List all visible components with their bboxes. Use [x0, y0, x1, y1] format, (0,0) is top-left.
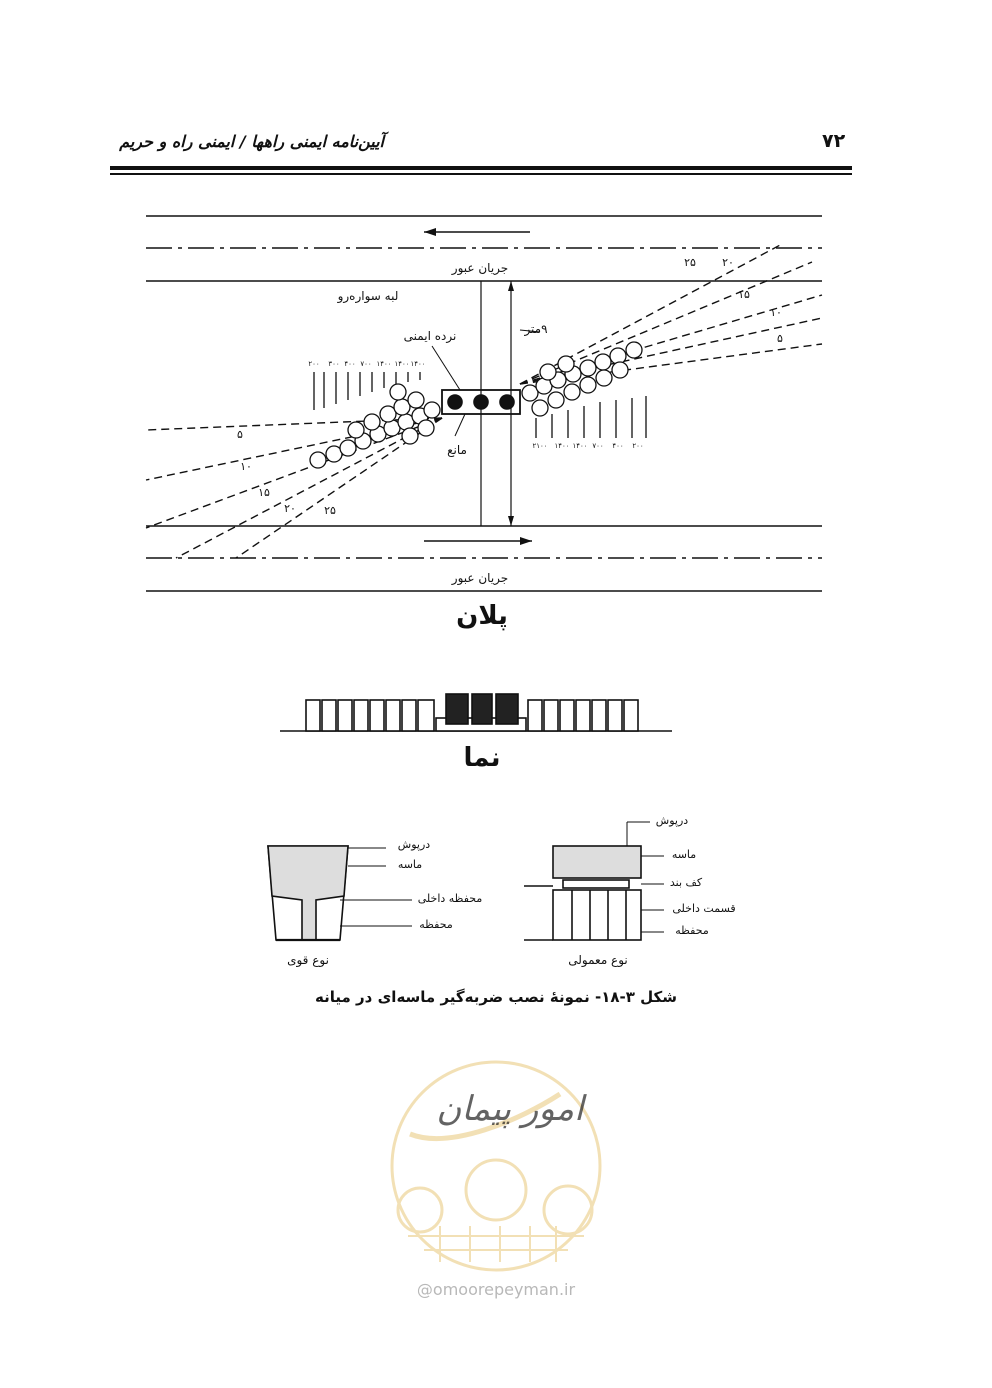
- weight-label: ۱۴۰۰: [410, 360, 426, 368]
- watermark-logo-text: امور پیمان: [436, 1089, 584, 1129]
- weight-label: ۴۰۰: [344, 360, 356, 368]
- normal-label-cap: درپوش: [655, 814, 689, 827]
- watermark-url: @omoorepeyman.ir: [416, 1280, 576, 1299]
- angle-label: ۱۰: [240, 460, 252, 473]
- strong-type-name: نوع قوی: [287, 953, 329, 967]
- weight-label: ۲۱۰۰: [532, 442, 548, 450]
- normal-type-section: [524, 822, 664, 940]
- angle-label: ۱۰: [770, 306, 782, 319]
- normal-label-inner: قسمت داخلی: [672, 902, 736, 915]
- angle-label: ۲۵: [324, 504, 336, 517]
- angle-label: ۵: [777, 332, 783, 345]
- angle-label: ۲۵: [684, 256, 696, 269]
- angle-label: ۵: [237, 428, 243, 441]
- strong-label-case: محفظه: [419, 918, 453, 931]
- normal-label-sand: ماسه: [671, 848, 697, 861]
- strong-type-section: [268, 846, 412, 940]
- traffic-flow-top-label: جریان عبور: [451, 261, 509, 275]
- weight-label: ۷۰۰: [592, 442, 604, 450]
- figure-caption: شکل ۳-۱۸- نمونهٔ نصب ضربه‌گیر ماسه‌ای در میانه: [315, 988, 677, 1006]
- angle-label: ۲۰: [722, 256, 734, 269]
- weight-label: ۲۰۰: [308, 360, 320, 368]
- strong-label-cap: درپوش: [397, 838, 431, 851]
- weight-label: ۴۰۰: [612, 442, 624, 450]
- angle-label: ۲۰: [284, 502, 296, 515]
- distance-label: ۹متر: [524, 322, 548, 336]
- weight-label: ۳۰۰: [328, 360, 340, 368]
- weight-label: ۱۴۰۰: [554, 442, 570, 450]
- elevation-title: نما: [463, 743, 501, 773]
- weight-label: ۱۴۰۰: [394, 360, 410, 368]
- obstacle-label: مانع: [447, 443, 467, 457]
- plan-title: پلان: [456, 601, 508, 631]
- elevation-diagram: [280, 694, 672, 731]
- normal-label-case: محفظه: [675, 924, 709, 937]
- normal-label-floor: کف بند: [669, 876, 703, 889]
- page-number: ۷۲: [822, 130, 846, 152]
- weight-label: ۷۰۰: [360, 360, 372, 368]
- safety-rail-label: نرده ایمنی: [403, 329, 457, 343]
- strong-label-inner: محفظه داخلی: [417, 892, 483, 905]
- running-header-title: آیین‌نامه ایمنی راهها / ایمنی راه و حریم: [119, 132, 384, 151]
- normal-type-name: نوع معمولی: [568, 953, 628, 967]
- weight-label: ۲۰۰: [632, 442, 644, 450]
- angle-label: ۱۵: [258, 486, 270, 499]
- weight-label: ۱۴۰۰: [572, 442, 588, 450]
- weight-label: ۱۴۰۰: [376, 360, 392, 368]
- angle-label: ۱۵: [738, 288, 750, 301]
- strong-label-sand: ماسه: [397, 858, 423, 871]
- shoulder-edge-label: لبه سواره‌رو: [337, 289, 399, 303]
- traffic-flow-bottom-label: جریان عبور: [451, 571, 509, 585]
